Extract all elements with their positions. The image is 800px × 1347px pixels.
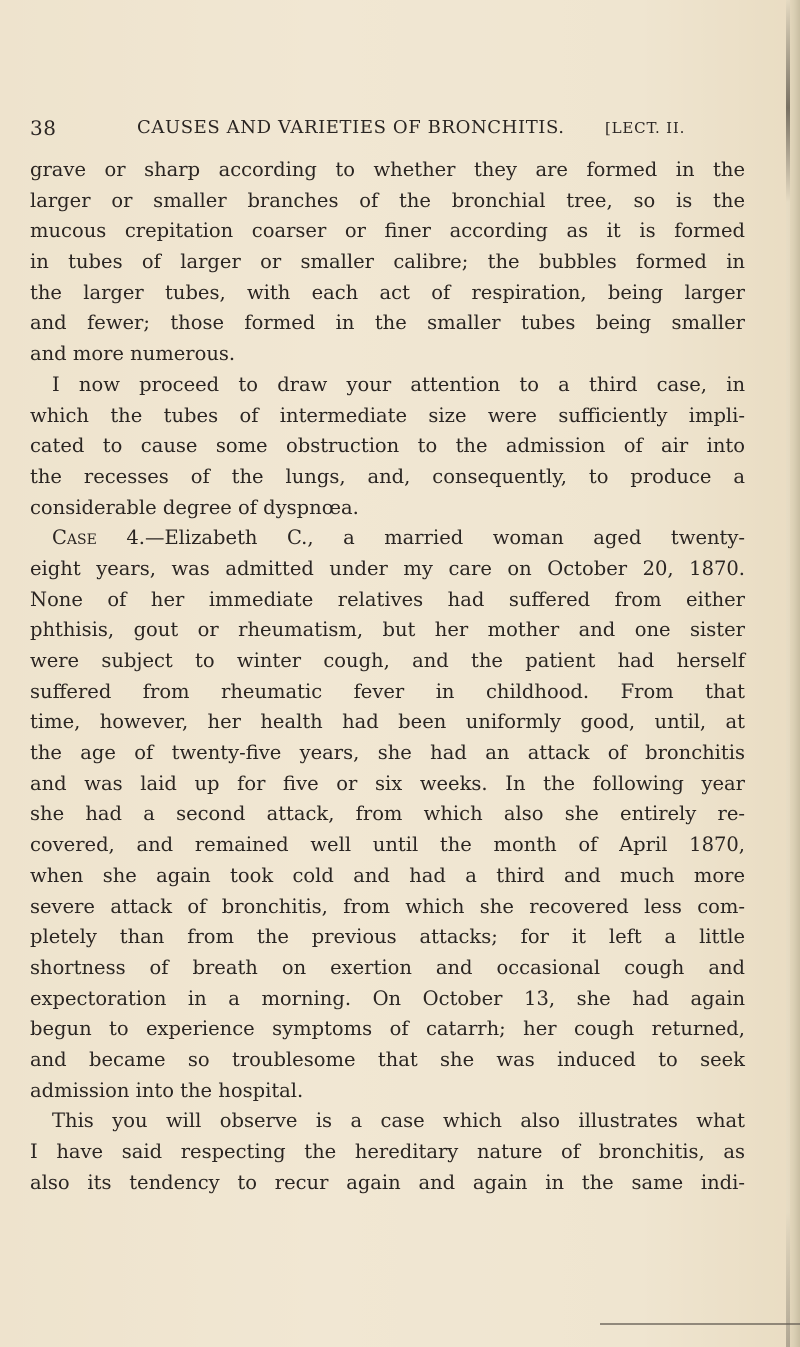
text-line: admission into the hospital. — [30, 1078, 304, 1102]
text-line: which the tubes of intermediate size were sufficiently impli- — [30, 403, 745, 427]
text-line: cated to cause some obstruction to the admission of air into — [30, 434, 745, 458]
text-line: begun to experience symptoms of catarrh; her cough returned, — [30, 1017, 745, 1041]
text-line: covered, and remained well until the month of April 1870, — [30, 833, 745, 857]
text-line: and more numerous. — [30, 342, 236, 366]
text-line: also its tendency to recur again and again in the same indi- — [30, 1170, 745, 1194]
text-line: in tubes of larger or smaller calibre; the bubbles formed in — [30, 250, 745, 274]
text-line: mucous crepitation coarser or finer according as it is formed — [30, 219, 745, 243]
text-line: grave or sharp according to whether they are formed in the — [30, 158, 745, 181]
page-number: 38 — [30, 116, 57, 140]
text-line: pletely than from the previous attacks; for it left a little — [30, 925, 745, 949]
text-line: I now proceed to draw your attention to a third case, in — [52, 372, 745, 396]
text-line: considerable degree of dyspnœa. — [30, 495, 359, 519]
text-line: and became so troublesome that she was induced to seek — [30, 1047, 745, 1071]
text-line: the larger tubes, with each act of respiration, being larger — [30, 280, 745, 304]
bottom-rule — [600, 1323, 800, 1325]
text-line: time, however, her health had been uniformly good, until, at — [30, 710, 745, 734]
page-edge-line — [786, 0, 790, 1347]
text-line: the recesses of the lungs, and, consequently, to produce a — [30, 464, 745, 488]
text-line: severe attack of bronchitis, from which she recovered less com- — [30, 894, 745, 918]
text-line: the age of twenty-five years, she had an attack of bronchitis — [30, 741, 745, 765]
text-line: and fewer; those formed in the smaller tubes being smaller — [30, 311, 745, 335]
text-line: I have said respecting the hereditary nature of bronchitis, as — [30, 1140, 745, 1163]
text-line: This you will observe is a case which also illustrates what — [52, 1109, 745, 1133]
body-text — [30, 155, 745, 1198]
running-title: CAUSES AND VARIETIES OF BRONCHITIS. — [137, 117, 565, 138]
lecture-reference: [LECT. II. — [605, 119, 686, 137]
text-line: shortness of breath on exertion and occasional cough and — [30, 955, 745, 979]
running-header — [30, 115, 740, 141]
text-line: Case 4.—Elizabeth C., a married woman aged twenty- — [52, 526, 745, 550]
text-line: eight years, was admitted under my care on October 20, 1870. — [30, 556, 745, 580]
text-line: and was laid up for five or six weeks. In the following year — [30, 771, 745, 795]
text-line: were subject to winter cough, and the patient had herself — [30, 649, 745, 672]
case-label: Case — [52, 526, 97, 550]
text-line: larger or smaller branches of the bronchial tree, so is the — [30, 188, 745, 212]
text-line: phthisis, gout or rheumatism, but her mother and one sister — [30, 618, 745, 642]
text-line: expectoration in a morning. On October 13, she had again — [30, 986, 745, 1010]
text-line: she had a second attack, from which also she entirely re- — [30, 802, 745, 826]
text-line: when she again took cold and had a third and much more — [30, 863, 745, 887]
text-line: None of her immediate relatives had suffered from either — [30, 587, 745, 611]
text-line: suffered from rheumatic fever in childhood. From that — [30, 679, 745, 703]
